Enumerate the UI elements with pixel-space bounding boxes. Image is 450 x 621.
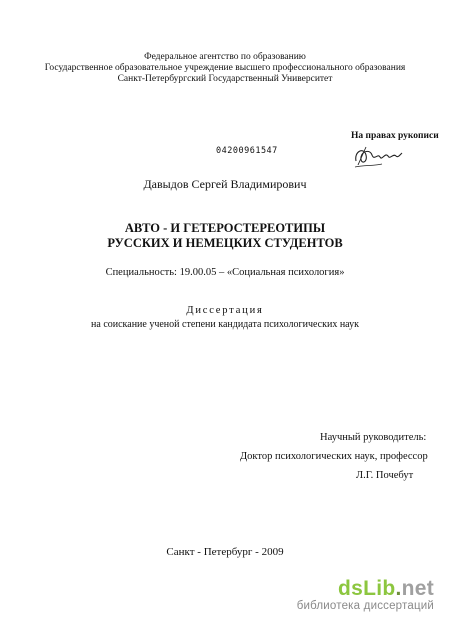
- logo-part-ds: ds: [337, 577, 364, 600]
- dissertation-title-line-2: РУССКИХ И НЕМЕЦКИХ СТУДЕНТОВ: [107, 236, 343, 250]
- supervisor-name: Л.Г. Почебут: [356, 470, 414, 481]
- supervisor-rank: Доктор психологических наук, профессор: [240, 451, 428, 462]
- city-year: Санкт - Петербург - 2009: [166, 546, 284, 558]
- supervisor-label: Научный руководитель:: [320, 432, 427, 443]
- registration-number: 04200961547: [216, 146, 278, 156]
- logo-part-net: net: [401, 577, 434, 600]
- degree-description: на соискание ученой степени кандидата психологических наук: [91, 319, 359, 330]
- institution-type: Государственное образовательное учреждение высшего профессионального образования: [44, 63, 406, 73]
- document-type: Диссертация: [186, 305, 264, 316]
- specialty: Специальность: 19.00.05 – «Социальная психология»: [105, 267, 345, 278]
- dslib-logo: [338, 577, 434, 601]
- dslib-subtitle: библиотека диссертаций: [296, 600, 434, 612]
- agency-name: Федеральное агентство по образованию: [144, 52, 306, 62]
- university-name: Санкт-Петербургский Государственный Университет: [117, 74, 333, 84]
- logo-part-lib: Lib: [363, 577, 396, 600]
- rights-note: На правах рукописи: [351, 131, 439, 141]
- author-name: Давыдов Сергей Владимирович: [143, 177, 307, 191]
- logo-dot: .: [395, 577, 402, 600]
- dissertation-title-line-1: АВТО - И ГЕТЕРОСТЕРЕОТИПЫ: [124, 221, 326, 235]
- handwritten-signature: [352, 143, 404, 169]
